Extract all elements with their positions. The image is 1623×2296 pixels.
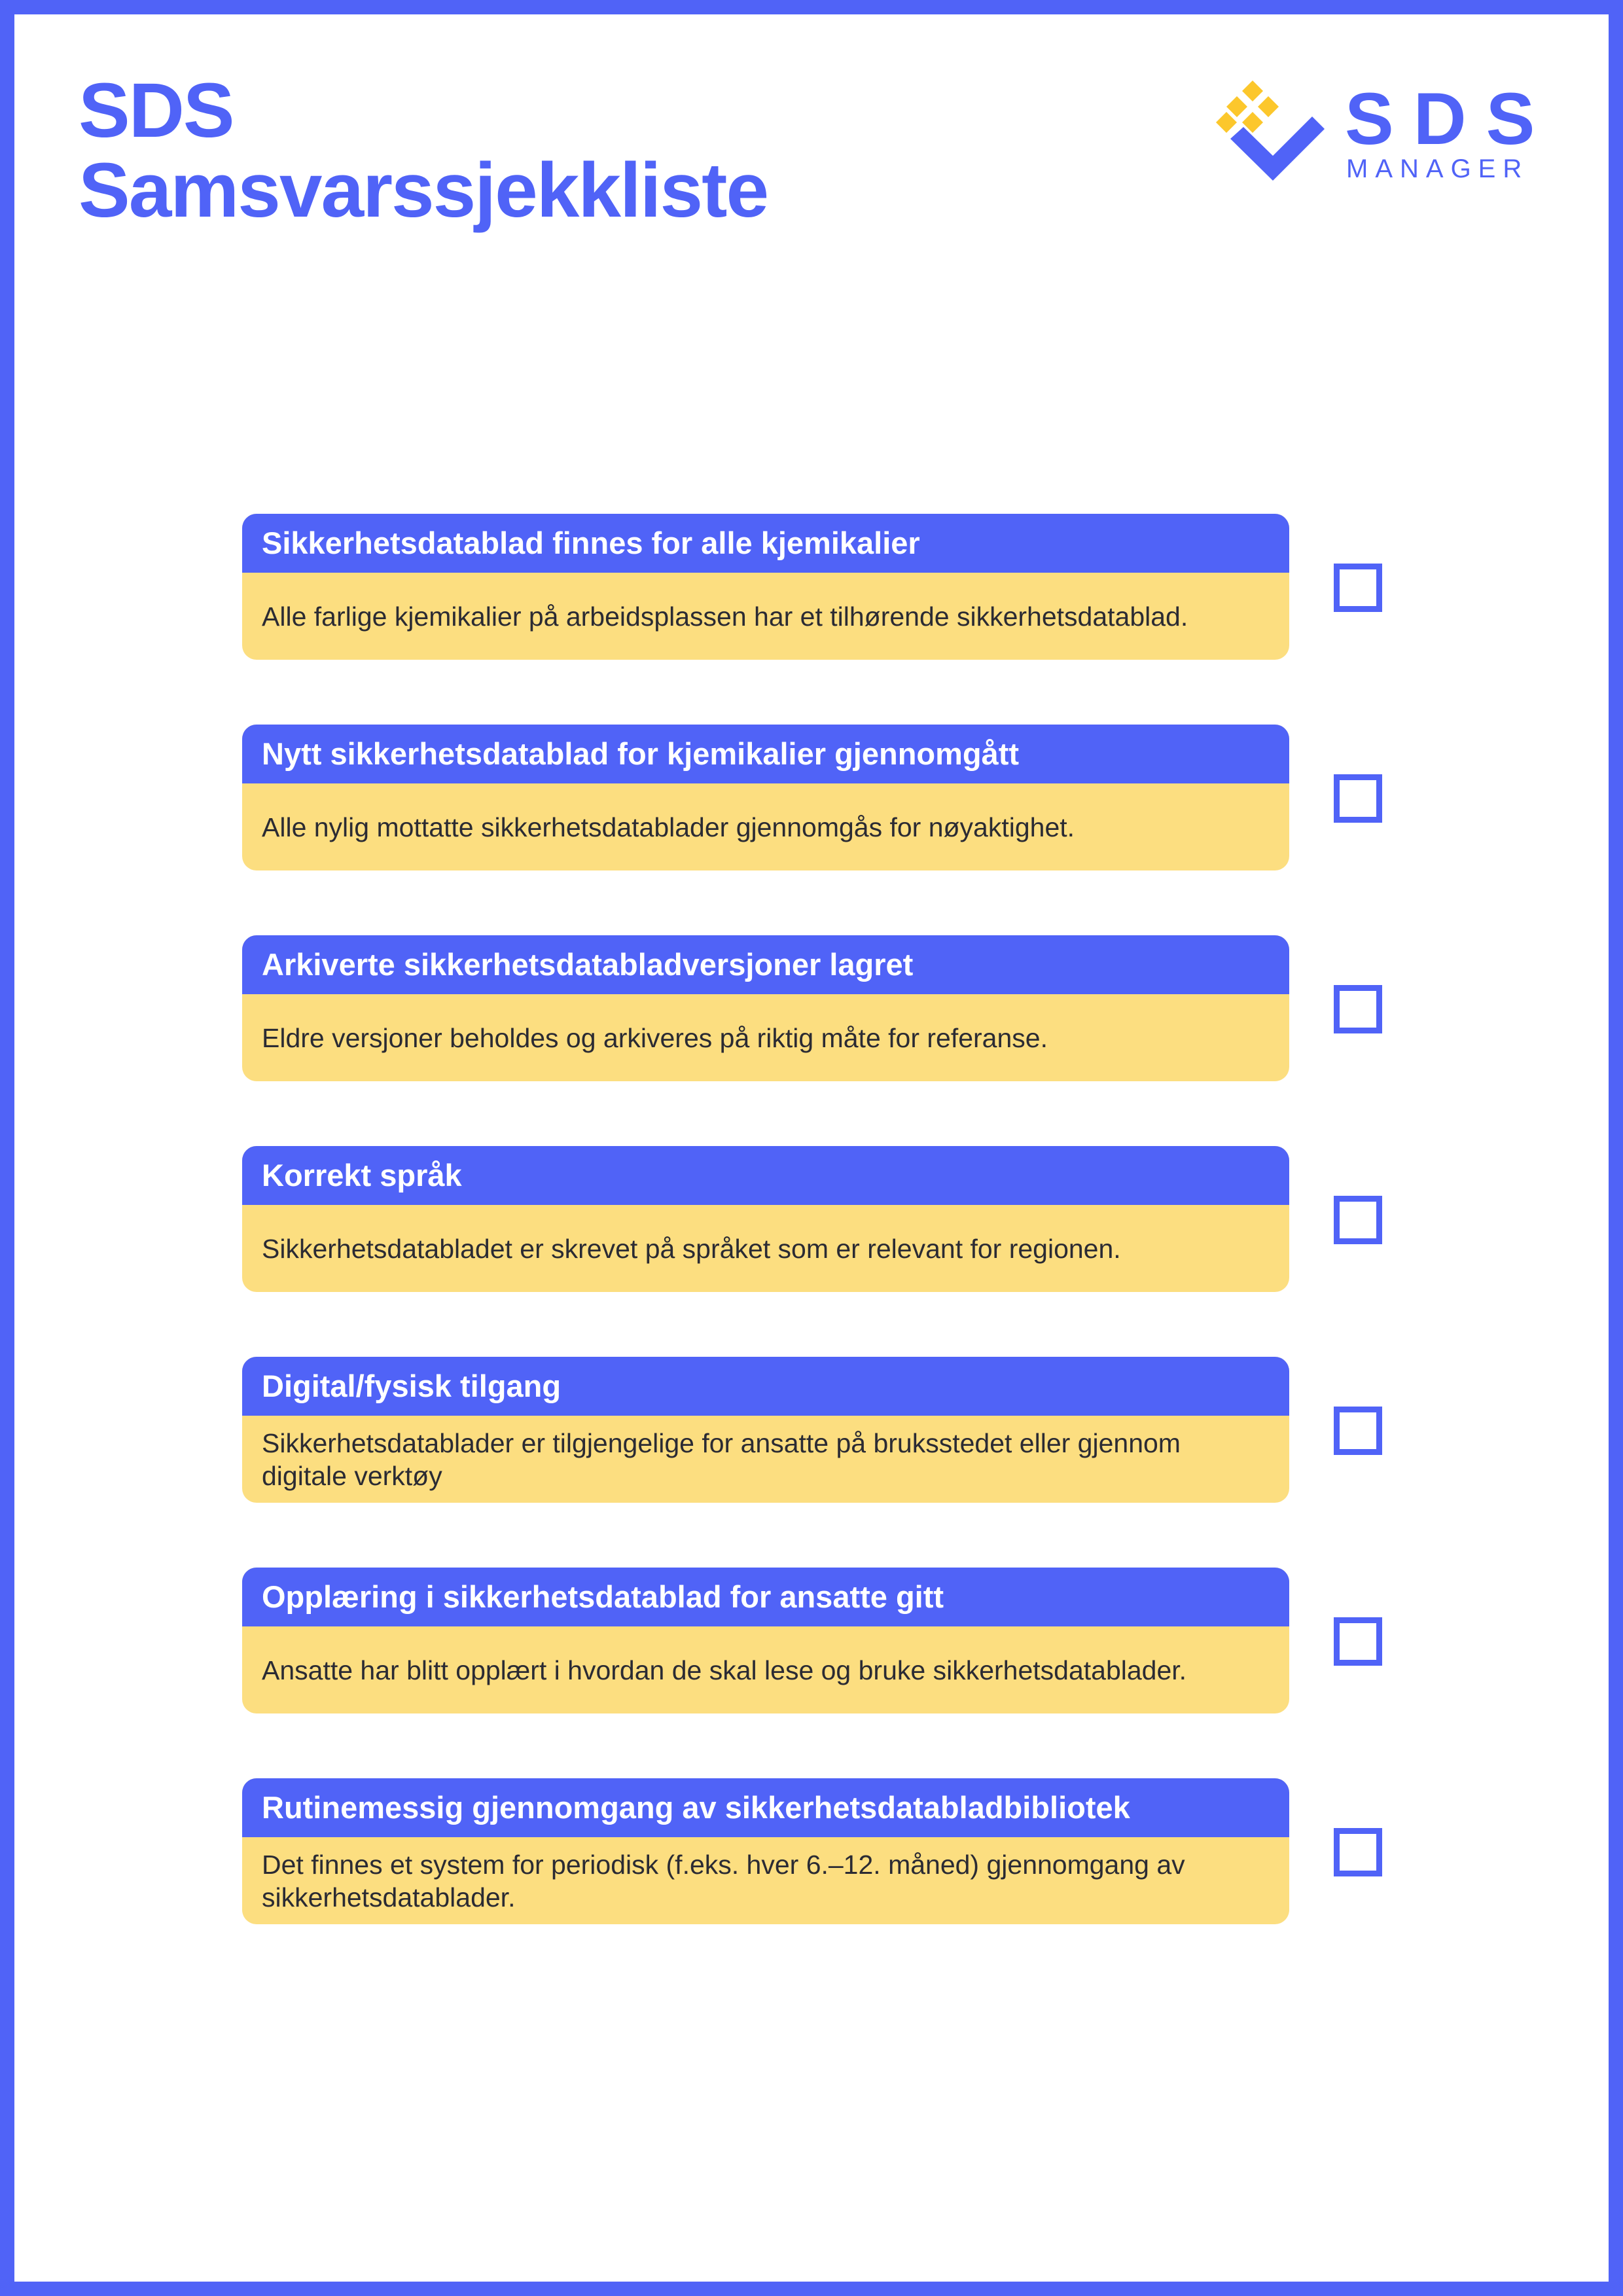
page-title-line-1: SDS <box>79 67 234 154</box>
checklist-item-description: Ansatte har blitt opplært i hvordan de skal lese og bruke sikkerhetsdatablader. <box>262 1655 1187 1685</box>
logo-wordmark: SDS <box>1345 78 1555 160</box>
checklist-item <box>242 935 1387 1081</box>
checklist-item-title: Nytt sikkerhetsdatablad for kjemikalier gjennomgått <box>242 725 1289 783</box>
checklist-item-title: Opplæring i sikkerhetsdatablad for ansatte gitt <box>242 1568 1289 1626</box>
checklist-item-description: Det finnes et system for periodisk (f.eks. hver 6.–12. måned) gjennomgang av sikkerhetsdatablader. <box>262 1849 1185 1912</box>
checklist-checkbox[interactable] <box>1334 1407 1382 1455</box>
checklist-item <box>242 1357 1387 1503</box>
checklist-checkbox[interactable] <box>1334 1617 1382 1666</box>
checklist-checkbox[interactable] <box>1334 985 1382 1033</box>
checklist-item <box>242 1568 1387 1713</box>
checklist-card <box>242 1778 1289 1924</box>
checklist-item <box>242 725 1387 870</box>
checklist-checkbox[interactable] <box>1334 1196 1382 1244</box>
checklist-item <box>242 1778 1387 1924</box>
checklist-card <box>242 935 1289 1081</box>
checklist-item-title: Digital/fysisk tilgang <box>242 1357 1289 1416</box>
checklist-item-title: Sikkerhetsdatablad finnes for alle kjemikalier <box>242 514 1289 573</box>
checklist-card <box>242 1357 1289 1503</box>
checklist-checkbox[interactable] <box>1334 774 1382 823</box>
checklist-card <box>242 725 1289 870</box>
checklist-item-description: Sikkerhetsdatablader er tilgjengelige for ansatte på bruksstedet eller gjennom digitale verktøy <box>262 1427 1181 1491</box>
page-title <box>79 67 768 234</box>
checklist-item-title: Rutinemessig gjennomgang av sikkerhetsdatabladbibliotek <box>242 1778 1289 1837</box>
checklist-item-description: Sikkerhetsdatabladet er skrevet på språket som er relevant for regionen. <box>262 1233 1121 1264</box>
page-title-line-2: Samsvarssjekkliste <box>79 147 768 234</box>
checklist-item-description: Eldre versjoner beholdes og arkiveres på riktig måte for referanse. <box>262 1022 1048 1053</box>
checklist-card <box>242 1568 1289 1713</box>
checklist-item-title: Arkiverte sikkerhetsdatabladversjoner lagret <box>242 935 1289 994</box>
compliance-checklist <box>242 514 1387 1989</box>
checklist-card <box>242 1146 1289 1292</box>
checklist-item-description: Alle farlige kjemikalier på arbeidsplassen har et tilhørende sikkerhetsdatablad. <box>262 601 1188 632</box>
checklist-checkbox[interactable] <box>1334 1828 1382 1876</box>
checklist-item <box>242 514 1387 660</box>
sds-manager-logo <box>1211 77 1555 188</box>
checklist-card <box>242 514 1289 660</box>
logo-subword: MANAGER <box>1346 154 1529 183</box>
checklist-checkbox[interactable] <box>1334 564 1382 612</box>
checklist-item-description: Alle nylig mottatte sikkerhetsdatablader gjennomgås for nøyaktighet. <box>262 812 1075 842</box>
checklist-item-title: Korrekt språk <box>242 1146 1289 1205</box>
diamond-check-logo-icon <box>1211 77 1342 188</box>
checklist-item <box>242 1146 1387 1292</box>
